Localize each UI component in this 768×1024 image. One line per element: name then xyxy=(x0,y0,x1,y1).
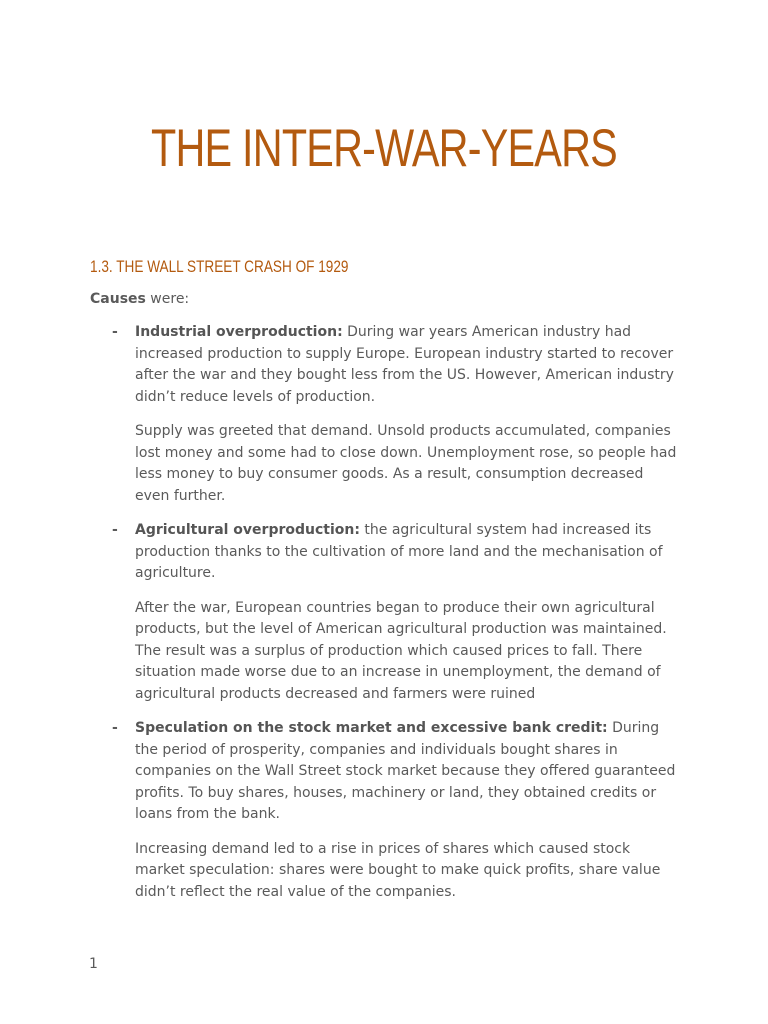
item-heading: Agricultural overproduction: xyxy=(135,522,360,538)
item-lead-text: During war years American industry had increased production to supply Europe. European industry started to recover after the war and they bought less from the US. However, American industry didn’t reduce levels of production. xyxy=(135,324,674,405)
item-paragraph: Supply was greeted that demand. Unsold products accumulated, companies lost money and some had to close down. Unemployment rose, so people had less money to buy consumer goods. As a result, consumption decreased even further. xyxy=(135,423,677,504)
section-heading: 1.3. THE WALL STREET CRASH OF 1929 xyxy=(90,257,349,276)
item-lead-text: During the period of prosperity, companies and individuals bought shares in companies on the Wall Street stock market because they offered guaranteed profits. To buy shares, houses, machinery or land, they obtained credits or loans from the bank. xyxy=(135,720,676,822)
item-lead-paragraph xyxy=(135,718,680,826)
item-lead-paragraph xyxy=(135,520,680,585)
list-item xyxy=(0,322,680,507)
list-item xyxy=(0,718,680,903)
item-lead-paragraph xyxy=(135,322,680,408)
item-lead-text: the agricultural system had increased its production thanks to the cultivation of more land and the mechanisation of agriculture. xyxy=(135,522,663,581)
bullet-dash: - xyxy=(112,720,118,736)
bullet-dash: - xyxy=(112,522,118,538)
page-number: 1 xyxy=(89,956,98,972)
intro-bold: Causes xyxy=(90,291,146,307)
item-paragraph: After the war, European countries began to produce their own agricultural products, but the level of American agricultural production was maintained. The result was a surplus of production which caused prices to fall. There situation made worse due to an increase in unemployment, the demand of agricultural products decreased and farmers were ruined xyxy=(135,599,667,702)
causes-list xyxy=(0,322,768,903)
bullet-dash: - xyxy=(112,324,118,340)
item-paragraph: Increasing demand led to a rise in prices of shares which caused stock market speculation: shares were bought to make quick profits, share value didn’t reflect the real value of the companies. xyxy=(135,840,661,900)
item-heading: Industrial overproduction: xyxy=(135,324,343,340)
intro-text: were: xyxy=(145,291,190,307)
document-title: THE INTER-WAR-YEARS xyxy=(151,119,617,178)
list-item xyxy=(0,520,680,705)
item-heading: Speculation on the stock market and excessive bank credit: xyxy=(135,720,608,736)
intro-line xyxy=(90,289,189,310)
